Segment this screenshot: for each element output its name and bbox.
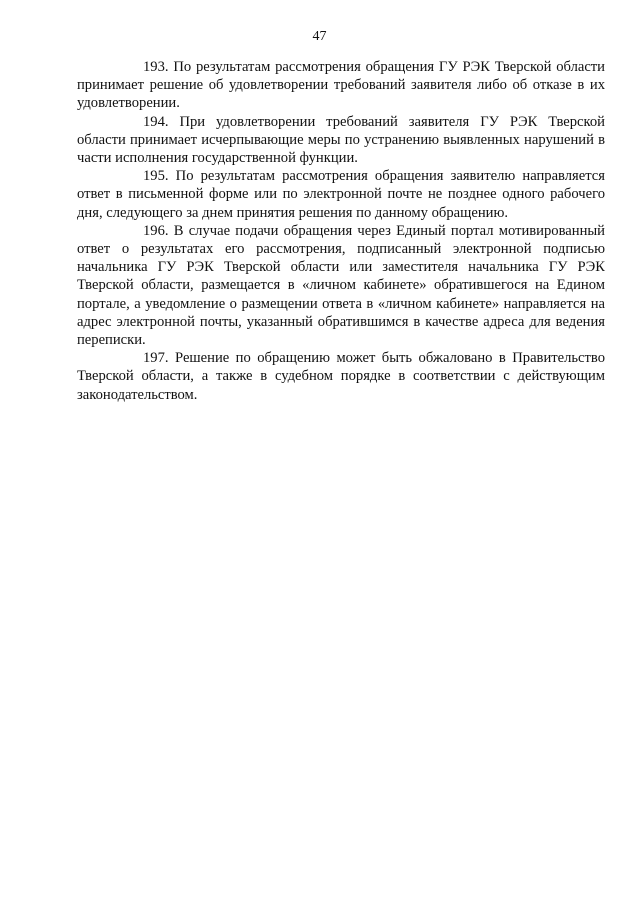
- paragraph-number: 195.: [143, 168, 169, 185]
- paragraph-number: 193.: [143, 59, 169, 75]
- paragraph-196: [77, 222, 605, 349]
- paragraph-text: По результатам рассмотрения обращения заявителю направляется ответ в письменной форме или по электронной почте не позднее одного рабочего дня, следующего за днем принятия решения по данному обращению.: [77, 168, 605, 221]
- paragraph-197: [77, 349, 605, 404]
- paragraph-text: Решение по обращению может быть обжаловано в Правительство Тверской области, а также в судебном порядке в соответствии с действующим законодательством.: [77, 350, 605, 403]
- paragraph-text: При удовлетворении требований заявителя ГУ РЭК Тверской области принимает исчерпывающие меры по устранению выявленных нарушений в части исполнения государственной функции.: [77, 113, 605, 167]
- paragraph-text: По результатам рассмотрения обращения ГУ РЭК Тверской области принимает решение об удовлетворении требований заявителя либо об отказе в их удовлетворении.: [77, 59, 605, 112]
- page-number: 47: [312, 29, 327, 44]
- paragraph-number: 194.: [143, 113, 169, 130]
- document-body: [77, 58, 605, 404]
- paragraph-194: [77, 113, 605, 168]
- paragraph-text: В случае подачи обращения через Единый портал мотивированный ответ о результатах его рассмотрения, подписанный электронной подписью начальника ГУ РЭК Тверской области или заместителя начальника ГУ РЭК Тверской области, размещается в «личном кабинете» обратившегося на Едином портале, а уведомление о размещении ответа в «личном кабинете» направляется на адрес электронной почты, указанный обратившимся в качестве адреса для ведения переписки.: [77, 222, 605, 349]
- paragraph-number: 196.: [143, 222, 169, 239]
- paragraph-195: [77, 167, 605, 222]
- paragraph-193: [77, 58, 605, 113]
- paragraph-number: 197.: [143, 350, 169, 367]
